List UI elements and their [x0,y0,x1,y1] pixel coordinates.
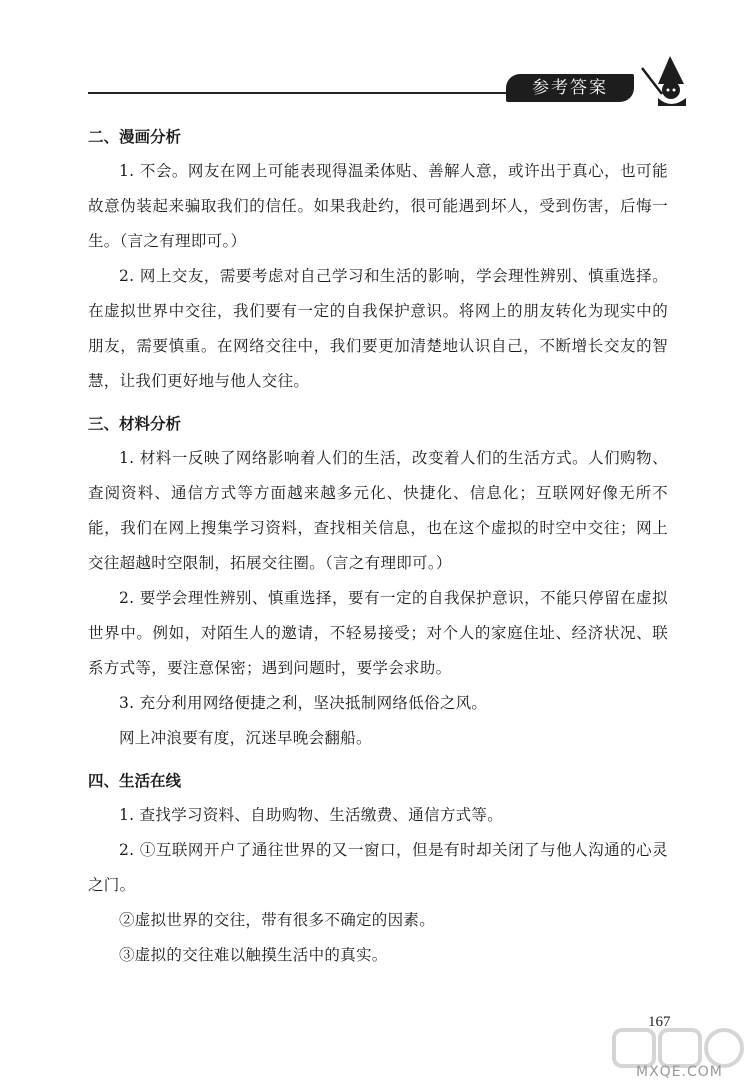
answer-paragraph: 网上冲浪要有度，沉迷早晚会翻船。 [119,729,372,747]
section-heading: 三、材料分析 [88,415,182,433]
wizard-mascot-icon [640,54,700,110]
answer-paragraph: 2. 网上交友，需要考虑对自己学习和生活的影响，学会理性辨别、慎重选择。在虚拟世界中交往，我们要有一定的自我保护意识。将网上的朋友转化为现实中的朋友，需要慎重。在网络交往中，我们要更加清楚地认识自己，不断增长交友的智慧，让我们更好地与他人交往。 [88,267,668,390]
answer-paragraph: ②虚拟世界的交往，带有很多不确定的因素。 [119,911,436,929]
section-comic-analysis [88,126,668,399]
watermark-text: MXQE.COM [636,1064,723,1080]
answer-paragraph: 2. 要学会理性辨别、慎重选择，要有一定的自我保护意识，不能只停留在虚拟世界中。例如，对陌生人的邀请，不轻易接受；对个人的家庭住址、经济状况、联系方式等，要注意保密；遇到问题时，要学会求助。 [88,589,668,677]
answer-paragraph: 1. 材料一反映了网络影响着人们的生活，改变着人们的生活方式。人们购物、查阅资料、通信方式等方面越来越多元化、快捷化、信息化；互联网好像无所不能，我们在网上搜集学习资料，查找相关信息，也在这个虚拟的时空中交往；网上交往超越时空限制，拓展交往圈。（言之有理即可。） [88,449,668,572]
answer-paragraph: ③虚拟的交往难以触摸生活中的真实。 [119,946,388,964]
page-number: 167 [648,1014,671,1030]
answer-paragraph: 1. 查找学习资料、自助购物、生活缴费、通信方式等。 [119,806,504,824]
header-rule [88,92,508,94]
section-heading: 四、生活在线 [88,772,182,790]
answer-paragraph: 3. 充分利用网络便捷之利，坚决抵制网络低俗之风。 [119,694,488,712]
section-heading: 二、漫画分析 [88,128,182,146]
answer-content [88,112,668,973]
section-material-analysis [88,413,668,756]
answer-paragraph: 1. 不会。网友在网上可能表现得温柔体贴、善解人意，或许出于真心，也可能故意伪装起来骗取我们的信任。如果我赴约，很可能遇到坏人，受到伤害，后悔一生。（言之有理即可。） [88,162,668,250]
section-life-online [88,770,668,973]
answer-paragraph: 2. ①互联网开户了通往世界的又一窗口，但是有时却关闭了与他人沟通的心灵之门。 [88,841,668,894]
header-tab-answers: 参考答案 [506,74,634,102]
